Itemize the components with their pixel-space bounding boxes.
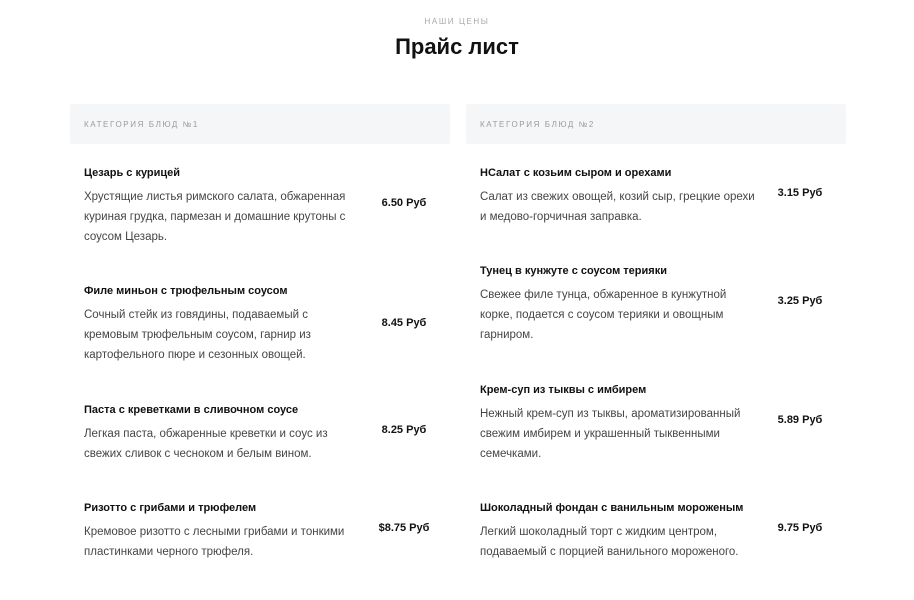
category-header: КАТЕГОРИЯ БЛЮД №1: [70, 104, 450, 144]
menu-item-price: 3.15 Руб: [777, 187, 823, 199]
menu-item-description: Свежее филе тунца, обжаренное в кунжутной корке, подается с соусом терияки и овощным гарниром.: [480, 289, 727, 341]
menu-item-price: 5.89 Руб: [777, 414, 823, 426]
menu-item-description: Легкая паста, обжаренные креветки и соус из свежих сливок с чесноком и белым вином.: [84, 428, 328, 460]
category-header: КАТЕГОРИЯ БЛЮД №2: [466, 104, 846, 144]
menu-item-name: Ризотто с грибами и трюфелем: [84, 502, 257, 514]
menu-item-name: Паста с креветками в сливочном соусе: [84, 404, 299, 416]
menu-item-description: Кремовое ризотто с лесными грибами и тонкими пластинками черного трюфеля.: [84, 526, 345, 558]
menu-item-description: Нежный крем-суп из тыквы, ароматизированный свежим имбирем и украшенный тыквенными семечками.: [480, 408, 741, 460]
menu-item-name: Филе миньон с трюфельным соусом: [84, 285, 288, 297]
menu-item-price: 8.45 Руб: [381, 317, 427, 329]
menu-item-description: Салат из свежих овощей, козий сыр, грецкие орехи и медово-горчичная заправка.: [480, 191, 755, 223]
menu-item-price: 6.50 Руб: [381, 197, 427, 209]
menu-item-description: Хрустящие листья римского салата, обжаренная куриная грудка, пармезан и домашние крутоны с соусом Цезарь.: [84, 191, 346, 243]
menu-item-name: Цезарь с курицей: [84, 167, 181, 179]
menu-item-description: Легкий шоколадный торт с жидким центром, подаваемый с порцией ванильного мороженого.: [480, 526, 739, 558]
menu-category-1: [70, 104, 450, 558]
menu-item-name: Тунец в кунжуте с соусом терияки: [480, 265, 667, 277]
menu-item-price: 8.25 Руб: [381, 424, 427, 436]
menu-item-name: Шоколадный фондан с ванильным мороженым: [480, 502, 744, 514]
menu-item-price: 9.75 Руб: [777, 522, 823, 534]
menu-item-description: Сочный стейк из говядины, подаваемый с кремовым трюфельным соусом, гарнир из картофельного пюре и сезонных овощей.: [84, 309, 311, 361]
menu-item-price: 3.25 Руб: [777, 295, 823, 307]
menu-item-name: Крем-суп из тыквы с имбирем: [480, 384, 647, 396]
menu-category-2: [466, 104, 846, 558]
menu-item-price: $8.75 Руб: [378, 522, 430, 534]
section-eyebrow: НАШИ ЦЕНЫ: [424, 17, 490, 26]
menu-item-name: НСалат с козьим сыром и орехами: [480, 167, 672, 179]
page-title: Прайс лист: [395, 34, 519, 59]
